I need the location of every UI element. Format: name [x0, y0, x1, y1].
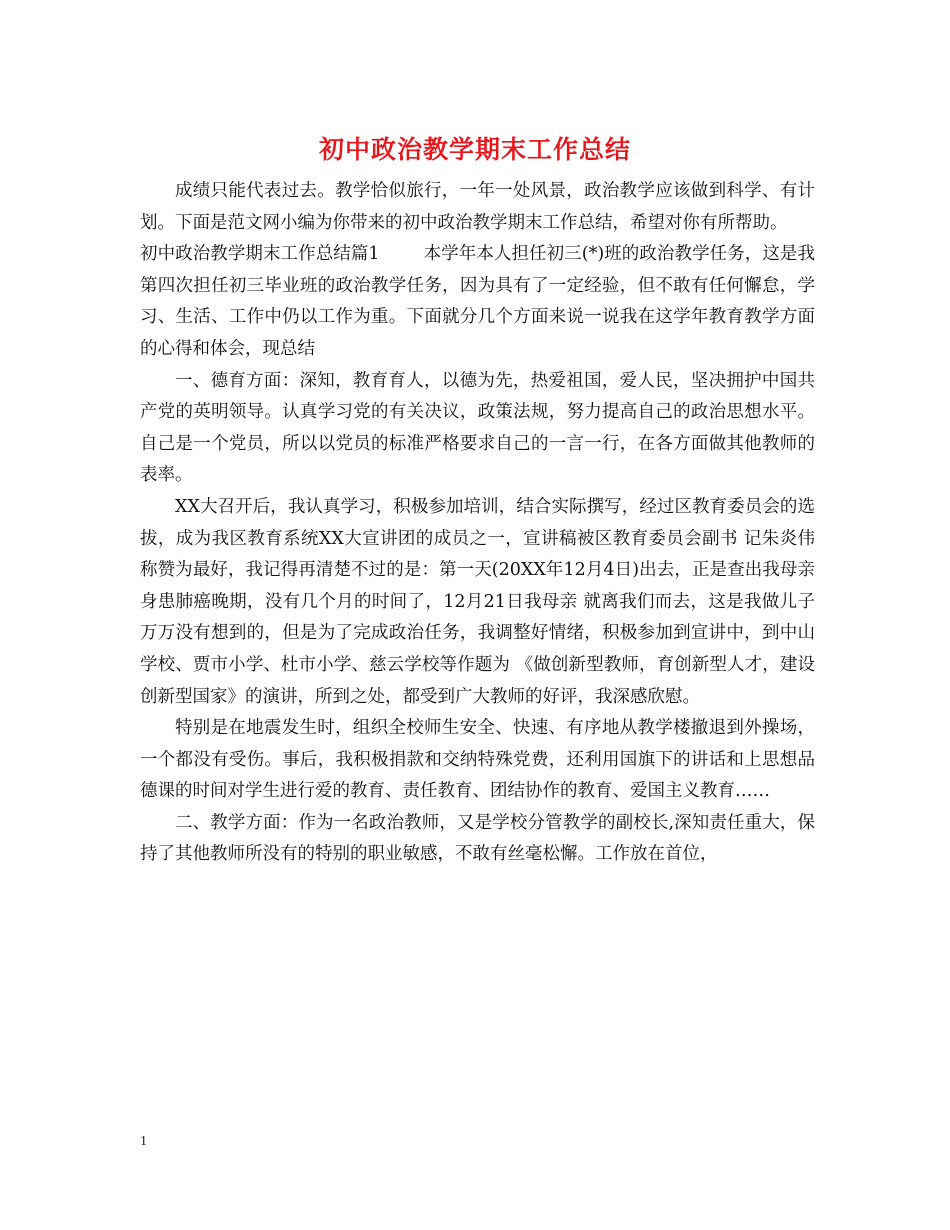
page-number: 1	[140, 1134, 147, 1149]
intro-paragraph: 成绩只能代表过去。教学恰似旅行，一年一处风景，政治教学应该做到科学、有计划。下面是范文网小编为你带来的初中政治教学期末工作总结，希望对你有所帮助。	[140, 181, 815, 233]
section-intro-text: 本学年本人担任初三(*)班的政治教学任务，这是我第四次担任初三毕业班的政治教学任务，因为具有了一定经验，但不敢有任何懈怠，学习、生活、工作中仍以工作为重。下面就分几个方面来说一说我在这学年教育教学方面的心得和体会，现总结	[140, 244, 815, 359]
section-heading: 初中政治教学期末工作总结篇1	[140, 244, 380, 265]
earthquake-paragraph: 特别是在地震发生时，组织全校师生安全、快速、有序地从教学楼撤退到外操场，一个都没有受伤。事后，我积极捐款和交纳特殊党费，还利用国旗下的讲话和上思想品德课的时间对学生进行爱的教育、责任教育、团结协作的教育、爱国主义教育……	[140, 718, 815, 802]
moral-education-paragraph: 一、德育方面：深知，教育育人，以德为先，热爱祖国，爱人民，坚决拥护中国共产党的英明领导。认真学习党的有关决议，政策法规，努力提高自己的政治思想水平。自己是一个党员，所以以党员的标准严格要求自己的一言一行，在各方面做其他教师的表率。	[140, 370, 815, 486]
document-body	[140, 176, 815, 871]
document-title: 初中政治教学期末工作总结	[318, 135, 631, 164]
teaching-paragraph: 二、教学方面：作为一名政治教师，又是学校分管教学的副校长,深知责任重大，保持了其他教师所没有的特别的职业敏感，不敢有丝毫松懈。工作放在首位，	[140, 812, 815, 865]
congress-paragraph: XX大召开后，我认真学习，积极参加培训，结合实际撰写，经过区教育委员会的选拔，成为我区教育系统XX大宣讲团的成员之一，宣讲稿被区教育委员会副书 记朱炎伟称赞为最好，我记得再清楚不过的是：第一天(20XX年12月4日)出去，正是查出我母亲身患肺癌晚期，没有几个月的时间了，12月21日我母亲 就离我们而去，这是我做儿子万万没有想到的，但是为了完成政治任务，我调整好情绪，积极参加到宣讲中，到中山学校、贾市小学、杜市小学、慈云学校等作题为 《做创新型教师，育创新型人才，建设创新型国家》的演讲，所到之处，都受到广大教师的好评，我深感欣慰。	[140, 496, 815, 707]
section-heading-paragraph	[140, 239, 815, 365]
